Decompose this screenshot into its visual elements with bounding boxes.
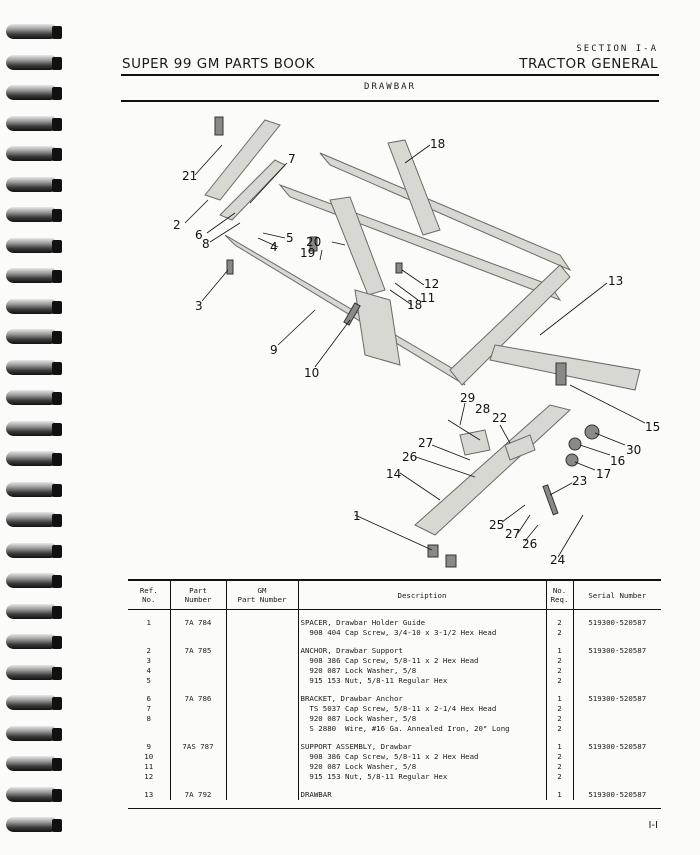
callout-29: 29 bbox=[460, 391, 476, 405]
binding-ring bbox=[4, 175, 64, 195]
callout-26-upper: 26 bbox=[402, 450, 418, 464]
cell-req: 2 bbox=[546, 724, 573, 734]
cell-gm bbox=[226, 628, 298, 638]
binding-ring bbox=[4, 53, 64, 73]
cell-ref: 5 bbox=[146, 676, 151, 685]
binding-ring bbox=[4, 205, 64, 225]
cell-part bbox=[170, 666, 226, 676]
section-label: SECTION I-A bbox=[576, 44, 658, 54]
cell-desc: 920 087 Lock Washer, 5/8 bbox=[298, 666, 546, 676]
cell-serial bbox=[573, 772, 661, 782]
binding-ring bbox=[4, 114, 64, 134]
binding-ring bbox=[4, 22, 64, 42]
cell-req: 2 bbox=[546, 666, 573, 676]
title-rule bbox=[121, 100, 659, 102]
binding-ring bbox=[4, 571, 64, 591]
table-row bbox=[128, 676, 661, 686]
callout-1: 1 bbox=[353, 509, 361, 523]
cell-desc: 908 386 Cap Screw, 5/8-11 x 2 Hex Head bbox=[298, 656, 546, 666]
header-description: Description bbox=[298, 580, 546, 610]
cell-part bbox=[170, 656, 226, 666]
callout-20: 20 bbox=[306, 235, 322, 249]
cell-req: 1 bbox=[546, 782, 573, 800]
cell-desc: 908 404 Cap Screw, 3/4-10 x 3-1/2 Hex Head bbox=[298, 628, 546, 638]
cell-req: 2 bbox=[546, 704, 573, 714]
callout-13: 13 bbox=[608, 274, 624, 288]
cell-part: 7A 784 bbox=[170, 610, 226, 629]
cell-gm bbox=[226, 734, 298, 752]
callout-4: 4 bbox=[270, 240, 278, 254]
callout-12: 12 bbox=[424, 277, 440, 291]
callout-18-lower: 18 bbox=[407, 298, 423, 312]
binding-ring bbox=[4, 693, 64, 713]
callout-18-upper: 18 bbox=[430, 137, 446, 151]
cell-ref: 10 bbox=[144, 752, 154, 761]
cell-serial bbox=[573, 752, 661, 762]
cell-desc: 920 087 Lock Washer, 5/8 bbox=[298, 714, 546, 724]
cell-part bbox=[170, 752, 226, 762]
cell-gm bbox=[226, 656, 298, 666]
cell-desc: SUPPORT ASSEMBLY, Drawbar bbox=[298, 734, 546, 752]
cell-part: 7A 786 bbox=[170, 686, 226, 704]
cell-serial: 519300-520587 bbox=[573, 734, 661, 752]
binding-ring bbox=[4, 83, 64, 103]
cell-gm bbox=[226, 704, 298, 714]
callout-8: 8 bbox=[202, 237, 210, 251]
binding-ring bbox=[4, 388, 64, 408]
cell-ref: 11 bbox=[144, 762, 154, 771]
callout-11: 11 bbox=[420, 291, 436, 305]
cell-part bbox=[170, 724, 226, 734]
table-row bbox=[128, 704, 661, 714]
parts-table bbox=[128, 579, 661, 800]
cell-ref: 13 bbox=[144, 790, 154, 799]
cell-gm bbox=[226, 638, 298, 656]
cell-desc: ANCHOR, Drawbar Support bbox=[298, 638, 546, 656]
support-assembly-part bbox=[225, 235, 465, 385]
cell-ref: 3 bbox=[146, 656, 151, 665]
page-number: I-I bbox=[648, 820, 658, 831]
cell-desc: 915 153 Nut, 5/8-11 Regular Hex bbox=[298, 772, 546, 782]
callout-10: 10 bbox=[304, 366, 320, 380]
cell-desc: TS 5037 Cap Screw, 5/8-11 x 2-1/4 Hex Head bbox=[298, 704, 546, 714]
cell-req: 2 bbox=[546, 714, 573, 724]
cell-ref bbox=[128, 628, 170, 638]
cell-serial bbox=[573, 724, 661, 734]
binding-ring bbox=[4, 632, 64, 652]
callout-24: 24 bbox=[550, 553, 566, 567]
cell-serial bbox=[573, 666, 661, 676]
binding-ring bbox=[4, 724, 64, 744]
lower-plate bbox=[330, 197, 385, 295]
section-title: TRACTOR GENERAL bbox=[519, 56, 658, 72]
cell-gm bbox=[226, 714, 298, 724]
block-part bbox=[505, 435, 535, 460]
binding-ring bbox=[4, 663, 64, 683]
table-row bbox=[128, 686, 661, 704]
callout-21: 21 bbox=[182, 169, 198, 183]
binding-ring bbox=[4, 510, 64, 530]
cell-gm bbox=[226, 762, 298, 772]
cell-desc: BRACKET, Drawbar Anchor bbox=[298, 686, 546, 704]
binding-ring bbox=[4, 754, 64, 774]
cell-desc: S 2880 Wire, #16 Ga. Annealed Iron, 20" Long bbox=[298, 724, 546, 734]
table-row bbox=[128, 628, 661, 638]
callout-3: 3 bbox=[195, 299, 203, 313]
cell-req: 2 bbox=[546, 656, 573, 666]
cell-part: 7A 792 bbox=[170, 782, 226, 800]
cell-serial bbox=[573, 676, 661, 686]
cell-serial: 519300-520587 bbox=[573, 638, 661, 656]
callout-7: 7 bbox=[288, 152, 296, 166]
bracket-small bbox=[460, 430, 490, 455]
callout-5: 5 bbox=[286, 231, 294, 245]
spiral-binding bbox=[0, 0, 70, 855]
cell-serial bbox=[573, 704, 661, 714]
parts-table-body bbox=[128, 610, 661, 801]
cell-req: 2 bbox=[546, 676, 573, 686]
cell-req: 2 bbox=[546, 772, 573, 782]
cell-part bbox=[170, 772, 226, 782]
cell-serial: 519300-520587 bbox=[573, 610, 661, 629]
table-row bbox=[128, 734, 661, 752]
cell-req: 1 bbox=[546, 686, 573, 704]
callout-23: 23 bbox=[572, 474, 588, 488]
cell-serial bbox=[573, 656, 661, 666]
book-title: SUPER 99 GM PARTS BOOK bbox=[122, 56, 315, 72]
cell-ref: 6 bbox=[146, 694, 151, 703]
cell-gm bbox=[226, 782, 298, 800]
binding-ring bbox=[4, 297, 64, 317]
table-row bbox=[128, 752, 661, 762]
callout-27-upper: 27 bbox=[418, 436, 434, 450]
table-row bbox=[128, 666, 661, 676]
cell-part bbox=[170, 704, 226, 714]
cell-gm bbox=[226, 752, 298, 762]
table-row bbox=[128, 610, 661, 629]
diagram-title: DRAWBAR bbox=[364, 82, 416, 92]
cell-ref bbox=[128, 724, 170, 734]
binding-ring bbox=[4, 785, 64, 805]
callout-26-lower: 26 bbox=[522, 537, 538, 551]
header-serial-number: Serial Number bbox=[573, 580, 661, 610]
cell-gm bbox=[226, 666, 298, 676]
support-plate bbox=[355, 290, 400, 365]
callout-25: 25 bbox=[489, 518, 505, 532]
cell-req: 2 bbox=[546, 628, 573, 638]
cell-serial bbox=[573, 628, 661, 638]
cell-ref: 1 bbox=[146, 618, 151, 627]
binding-ring bbox=[4, 815, 64, 835]
cell-ref: 12 bbox=[144, 772, 154, 781]
cell-req: 2 bbox=[546, 762, 573, 772]
callout-16: 16 bbox=[610, 454, 626, 468]
cell-ref: 2 bbox=[146, 646, 151, 655]
table-row bbox=[128, 656, 661, 666]
binding-ring bbox=[4, 266, 64, 286]
binding-ring bbox=[4, 541, 64, 561]
cell-req: 2 bbox=[546, 610, 573, 629]
cell-serial bbox=[573, 762, 661, 772]
header-rule bbox=[121, 74, 659, 76]
cell-gm bbox=[226, 676, 298, 686]
cell-gm bbox=[226, 724, 298, 734]
table-row bbox=[128, 638, 661, 656]
cell-part bbox=[170, 714, 226, 724]
cell-part bbox=[170, 762, 226, 772]
callout-9: 9 bbox=[270, 343, 278, 357]
binding-ring bbox=[4, 327, 64, 347]
callout-19: 19 bbox=[300, 246, 316, 260]
table-bottom-rule bbox=[128, 808, 661, 809]
binding-ring bbox=[4, 602, 64, 622]
cell-ref: 7 bbox=[146, 704, 151, 713]
binding-ring bbox=[4, 419, 64, 439]
callout-28: 28 bbox=[475, 402, 491, 416]
callout-22: 22 bbox=[492, 411, 508, 425]
header-ref-no: Ref. No. bbox=[128, 580, 170, 610]
cell-desc: 920 087 Lock Washer, 5/8 bbox=[298, 762, 546, 772]
table-row bbox=[128, 762, 661, 772]
header-gm-part-number: GM Part Number bbox=[226, 580, 298, 610]
table-row bbox=[128, 714, 661, 724]
cell-desc: 915 153 Nut, 5/8-11 Regular Hex bbox=[298, 676, 546, 686]
cell-ref: 4 bbox=[146, 666, 151, 675]
cell-serial: 519300-520587 bbox=[573, 686, 661, 704]
binding-ring bbox=[4, 236, 64, 256]
table-row bbox=[128, 724, 661, 734]
binding-ring bbox=[4, 449, 64, 469]
drawbar-exploded-diagram bbox=[140, 105, 660, 580]
binding-ring bbox=[4, 480, 64, 500]
cell-part: 7AS 787 bbox=[170, 734, 226, 752]
cell-ref: 9 bbox=[146, 742, 151, 751]
cell-desc: DRAWBAR bbox=[298, 782, 546, 800]
callout-14: 14 bbox=[386, 467, 402, 481]
cell-req: 1 bbox=[546, 734, 573, 752]
cell-req: 1 bbox=[546, 638, 573, 656]
callout-6: 6 bbox=[195, 228, 203, 242]
callout-2: 2 bbox=[173, 218, 181, 232]
cell-part bbox=[170, 628, 226, 638]
callout-27-lower: 27 bbox=[505, 527, 521, 541]
binding-ring bbox=[4, 144, 64, 164]
cell-serial: 519300-520587 bbox=[573, 782, 661, 800]
cell-gm bbox=[226, 610, 298, 629]
header-part-number: Part Number bbox=[170, 580, 226, 610]
cell-part bbox=[170, 676, 226, 686]
table-row bbox=[128, 772, 661, 782]
cell-part: 7A 785 bbox=[170, 638, 226, 656]
callout-17: 17 bbox=[596, 467, 612, 481]
cell-desc: SPACER, Drawbar Holder Guide bbox=[298, 610, 546, 629]
table-row bbox=[128, 782, 661, 800]
cell-gm bbox=[226, 772, 298, 782]
cell-desc: 908 386 Cap Screw, 5/8-11 x 2 Hex Head bbox=[298, 752, 546, 762]
header-no-req: No. Req. bbox=[546, 580, 573, 610]
callout-15: 15 bbox=[645, 420, 660, 434]
cell-gm bbox=[226, 686, 298, 704]
callout-30: 30 bbox=[626, 443, 642, 457]
binding-ring bbox=[4, 358, 64, 378]
cell-req: 2 bbox=[546, 752, 573, 762]
cell-serial bbox=[573, 714, 661, 724]
cell-ref: 8 bbox=[146, 714, 151, 723]
